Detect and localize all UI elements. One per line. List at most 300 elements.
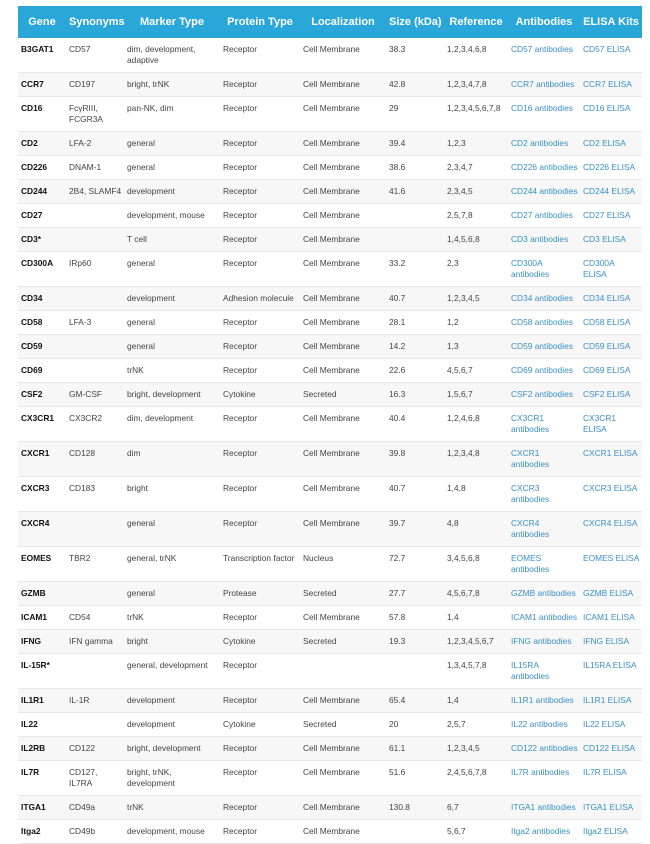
antibodies-link[interactable]: CD3 antibodies [508, 228, 580, 252]
marker-type-cell: general, development [124, 654, 220, 689]
synonyms-cell [66, 228, 124, 252]
table-row [18, 761, 642, 796]
protein-type-cell: Receptor [220, 689, 300, 713]
localization-cell: Cell Membrane [300, 132, 386, 156]
protein-type-cell: Receptor [220, 407, 300, 442]
elisa-link[interactable]: IL7R ELISA [580, 761, 642, 796]
col-header-marker-type: Marker Type [124, 6, 220, 38]
table-row [18, 407, 642, 442]
gene-cell: CD244 [18, 180, 66, 204]
gene-cell: CSF2 [18, 383, 66, 407]
antibodies-link[interactable]: CXCR3 antibodies [508, 477, 580, 512]
synonyms-cell [66, 335, 124, 359]
size-cell: 72.7 [386, 547, 444, 582]
antibodies-link[interactable]: IL15RA antibodies [508, 654, 580, 689]
antibodies-link[interactable]: IL22 antibodies [508, 713, 580, 737]
size-cell: 38.3 [386, 38, 444, 73]
table-row [18, 654, 642, 689]
localization-cell: Cell Membrane [300, 204, 386, 228]
size-cell: 16.3 [386, 383, 444, 407]
gene-cell: CD34 [18, 287, 66, 311]
localization-cell: Cell Membrane [300, 477, 386, 512]
elisa-link[interactable]: CSF2 ELISA [580, 383, 642, 407]
antibodies-link[interactable]: CD57 antibodies [508, 38, 580, 73]
antibodies-link[interactable]: CX3CR1 antibodies [508, 407, 580, 442]
marker-type-cell: general [124, 132, 220, 156]
marker-type-cell: general [124, 335, 220, 359]
table-row [18, 582, 642, 606]
protein-type-cell: Receptor [220, 335, 300, 359]
elisa-link[interactable]: CD2 ELISA [580, 132, 642, 156]
size-cell: 40.4 [386, 407, 444, 442]
protein-type-cell: Receptor [220, 311, 300, 335]
elisa-link[interactable]: CXCR3 ELISA [580, 477, 642, 512]
marker-type-cell: dim, development, adaptive [124, 38, 220, 73]
reference-cell: 1,3,4,5,7,8 [444, 654, 508, 689]
reference-cell: 2,3,4,5 [444, 180, 508, 204]
col-header-synonyms: Synonyms [66, 6, 124, 38]
synonyms-cell: CD197 [66, 73, 124, 97]
size-cell: 14.2 [386, 335, 444, 359]
reference-cell: 1,2,3,4,5,6,7 [444, 630, 508, 654]
antibodies-link[interactable]: Itga2 antibodies [508, 820, 580, 844]
synonyms-cell [66, 204, 124, 228]
protein-type-cell: Cytokine [220, 383, 300, 407]
size-cell: 39.4 [386, 132, 444, 156]
reference-cell: 1,2,3,4,5 [444, 737, 508, 761]
antibodies-link[interactable]: CD16 antibodies [508, 97, 580, 132]
synonyms-cell: IRp60 [66, 252, 124, 287]
table-row [18, 606, 642, 630]
marker-type-cell: development [124, 713, 220, 737]
localization-cell: Cell Membrane [300, 228, 386, 252]
table-row [18, 796, 642, 820]
elisa-link[interactable]: CXCR1 ELISA [580, 442, 642, 477]
protein-type-cell: Receptor [220, 156, 300, 180]
marker-type-cell: bright [124, 630, 220, 654]
size-cell: 33.2 [386, 252, 444, 287]
marker-type-cell: general [124, 582, 220, 606]
protein-type-cell: Receptor [220, 654, 300, 689]
gene-cell: CXCR3 [18, 477, 66, 512]
marker-type-cell: development [124, 689, 220, 713]
protein-type-cell: Receptor [220, 477, 300, 512]
antibodies-link[interactable]: IL1R1 antibodies [508, 689, 580, 713]
gene-cell: ITGA1 [18, 796, 66, 820]
elisa-link[interactable]: IL1R1 ELISA [580, 689, 642, 713]
localization-cell: Secreted [300, 383, 386, 407]
protein-type-cell: Receptor [220, 512, 300, 547]
localization-cell: Cell Membrane [300, 252, 386, 287]
reference-cell: 1,4 [444, 689, 508, 713]
reference-cell: 4,5,6,7 [444, 359, 508, 383]
col-header-elisa-kits: ELISA Kits [580, 6, 642, 38]
reference-cell: 1,2,3,4,5,6,7,8 [444, 97, 508, 132]
antibodies-link[interactable]: CD34 antibodies [508, 287, 580, 311]
synonyms-cell [66, 582, 124, 606]
reference-cell: 2,4,5,6,7,8 [444, 761, 508, 796]
localization-cell [300, 654, 386, 689]
protein-type-cell: Receptor [220, 228, 300, 252]
marker-type-cell: development [124, 180, 220, 204]
size-cell: 19.3 [386, 630, 444, 654]
table-row [18, 156, 642, 180]
antibodies-link[interactable]: CD122 antibodies [508, 737, 580, 761]
table-row [18, 132, 642, 156]
localization-cell: Cell Membrane [300, 737, 386, 761]
antibodies-link[interactable]: CD58 antibodies [508, 311, 580, 335]
size-cell: 42.8 [386, 73, 444, 97]
table-row [18, 359, 642, 383]
size-cell: 61.1 [386, 737, 444, 761]
synonyms-cell: FcγRIII, FCGR3A [66, 97, 124, 132]
table-row [18, 73, 642, 97]
reference-cell: 1,2,3,4,6,8 [444, 38, 508, 73]
reference-cell: 1,2,3,4,5 [444, 287, 508, 311]
size-cell: 130.8 [386, 796, 444, 820]
reference-cell: 2,5,7 [444, 713, 508, 737]
gene-cell: EOMES [18, 547, 66, 582]
marker-type-cell: general, trNK [124, 547, 220, 582]
synonyms-cell: IL-1R [66, 689, 124, 713]
protein-type-cell: Receptor [220, 204, 300, 228]
size-cell [386, 654, 444, 689]
antibodies-link[interactable]: CD226 antibodies [508, 156, 580, 180]
marker-type-cell: pan-NK, dim [124, 97, 220, 132]
reference-cell: 1,2,3 [444, 132, 508, 156]
table-row [18, 383, 642, 407]
antibodies-link[interactable]: CXCR1 antibodies [508, 442, 580, 477]
size-cell: 22.6 [386, 359, 444, 383]
gene-cell: Itga2 [18, 820, 66, 844]
protein-type-cell: Receptor [220, 180, 300, 204]
gene-cell: CD2 [18, 132, 66, 156]
antibodies-link[interactable]: CD300A antibodies [508, 252, 580, 287]
table-row [18, 547, 642, 582]
marker-type-cell: bright, development [124, 383, 220, 407]
size-cell: 40.7 [386, 287, 444, 311]
table-row [18, 252, 642, 287]
reference-cell: 6,7 [444, 796, 508, 820]
reference-cell: 2,3,4,7 [444, 156, 508, 180]
protein-type-cell: Protease [220, 582, 300, 606]
synonyms-cell: LFA-2 [66, 132, 124, 156]
size-cell: 29 [386, 97, 444, 132]
elisa-link[interactable]: CD244 ELISA [580, 180, 642, 204]
table-row [18, 97, 642, 132]
size-cell: 27.7 [386, 582, 444, 606]
protein-type-cell: Receptor [220, 73, 300, 97]
elisa-link[interactable]: CD34 ELISA [580, 287, 642, 311]
size-cell: 57.8 [386, 606, 444, 630]
localization-cell: Secreted [300, 713, 386, 737]
antibodies-link[interactable]: CD69 antibodies [508, 359, 580, 383]
marker-table-container [18, 6, 642, 844]
table-body [18, 38, 642, 844]
protein-type-cell: Cytokine [220, 630, 300, 654]
table-row [18, 335, 642, 359]
protein-type-cell: Receptor [220, 606, 300, 630]
reference-cell: 1,3 [444, 335, 508, 359]
marker-table [18, 6, 642, 844]
elisa-link[interactable]: CD69 ELISA [580, 359, 642, 383]
gene-cell: CX3CR1 [18, 407, 66, 442]
synonyms-cell: CD49b [66, 820, 124, 844]
localization-cell: Cell Membrane [300, 311, 386, 335]
gene-cell: IL1R1 [18, 689, 66, 713]
gene-cell: CD58 [18, 311, 66, 335]
elisa-link[interactable]: CD226 ELISA [580, 156, 642, 180]
reference-cell: 4,5,6,7,8 [444, 582, 508, 606]
gene-cell: CD59 [18, 335, 66, 359]
synonyms-cell: TBR2 [66, 547, 124, 582]
antibodies-link[interactable]: IL7R antibodies [508, 761, 580, 796]
protein-type-cell: Receptor [220, 761, 300, 796]
table-row [18, 204, 642, 228]
reference-cell: 1,2 [444, 311, 508, 335]
gene-cell: IL22 [18, 713, 66, 737]
size-cell [386, 228, 444, 252]
marker-type-cell: trNK [124, 606, 220, 630]
marker-type-cell: general [124, 156, 220, 180]
elisa-link[interactable]: CXCR4 ELISA [580, 512, 642, 547]
table-row [18, 737, 642, 761]
localization-cell: Cell Membrane [300, 689, 386, 713]
antibodies-link[interactable]: ITGA1 antibodies [508, 796, 580, 820]
antibodies-link[interactable]: GZMB antibodies [508, 582, 580, 606]
table-row [18, 689, 642, 713]
synonyms-cell: DNAM-1 [66, 156, 124, 180]
antibodies-link[interactable]: CXCR4 antibodies [508, 512, 580, 547]
col-header-antibodies: Antibodies [508, 6, 580, 38]
localization-cell: Nucleus [300, 547, 386, 582]
marker-type-cell: general [124, 311, 220, 335]
gene-cell: CD27 [18, 204, 66, 228]
antibodies-link[interactable]: CD244 antibodies [508, 180, 580, 204]
reference-cell: 1,4,8 [444, 477, 508, 512]
localization-cell: Cell Membrane [300, 796, 386, 820]
synonyms-cell: CD57 [66, 38, 124, 73]
elisa-link[interactable]: IL15RA ELISA [580, 654, 642, 689]
synonyms-cell: 2B4, SLAMF4 [66, 180, 124, 204]
gene-cell: GZMB [18, 582, 66, 606]
elisa-link[interactable]: EOMES ELISA [580, 547, 642, 582]
marker-type-cell: bright, trNK [124, 73, 220, 97]
marker-type-cell: general [124, 512, 220, 547]
col-header-protein-type: Protein Type [220, 6, 300, 38]
marker-type-cell: general [124, 252, 220, 287]
synonyms-cell: GM-CSF [66, 383, 124, 407]
table-row [18, 311, 642, 335]
localization-cell: Cell Membrane [300, 180, 386, 204]
protein-type-cell: Receptor [220, 820, 300, 844]
antibodies-link[interactable]: CD59 antibodies [508, 335, 580, 359]
reference-cell: 2,5,7,8 [444, 204, 508, 228]
localization-cell: Cell Membrane [300, 606, 386, 630]
elisa-link[interactable]: CD16 ELISA [580, 97, 642, 132]
marker-type-cell: dim, development [124, 407, 220, 442]
protein-type-cell: Receptor [220, 252, 300, 287]
gene-cell: B3GAT1 [18, 38, 66, 73]
gene-cell: CD226 [18, 156, 66, 180]
antibodies-link[interactable]: CD2 antibodies [508, 132, 580, 156]
synonyms-cell [66, 512, 124, 547]
elisa-link[interactable]: CD27 ELISA [580, 204, 642, 228]
protein-type-cell: Receptor [220, 97, 300, 132]
antibodies-link[interactable]: IFNG antibodies [508, 630, 580, 654]
table-row [18, 228, 642, 252]
synonyms-cell [66, 654, 124, 689]
marker-type-cell: bright [124, 477, 220, 512]
table-row [18, 38, 642, 73]
elisa-link[interactable]: CD122 ELISA [580, 737, 642, 761]
gene-cell: ICAM1 [18, 606, 66, 630]
protein-type-cell: Receptor [220, 38, 300, 73]
marker-type-cell: development, mouse [124, 820, 220, 844]
antibodies-link[interactable]: CD27 antibodies [508, 204, 580, 228]
synonyms-cell: CD122 [66, 737, 124, 761]
localization-cell: Cell Membrane [300, 97, 386, 132]
elisa-link[interactable]: IL22 ELISA [580, 713, 642, 737]
synonyms-cell: CD54 [66, 606, 124, 630]
antibodies-link[interactable]: CCR7 antibodies [508, 73, 580, 97]
table-row [18, 630, 642, 654]
gene-cell: CD300A [18, 252, 66, 287]
localization-cell: Cell Membrane [300, 156, 386, 180]
protein-type-cell: Transcription factor [220, 547, 300, 582]
table-row [18, 180, 642, 204]
marker-type-cell: T cell [124, 228, 220, 252]
elisa-link[interactable]: CD58 ELISA [580, 311, 642, 335]
synonyms-cell: CD127, IL7RA [66, 761, 124, 796]
gene-cell: IL7R [18, 761, 66, 796]
gene-cell: CD69 [18, 359, 66, 383]
reference-cell: 1,2,4,6,8 [444, 407, 508, 442]
protein-type-cell: Receptor [220, 442, 300, 477]
reference-cell: 1,5,6,7 [444, 383, 508, 407]
localization-cell: Secreted [300, 630, 386, 654]
size-cell: 41.6 [386, 180, 444, 204]
marker-type-cell: bright, trNK, development [124, 761, 220, 796]
size-cell: 51.6 [386, 761, 444, 796]
table-row [18, 287, 642, 311]
marker-type-cell: bright, development [124, 737, 220, 761]
localization-cell: Cell Membrane [300, 407, 386, 442]
elisa-link[interactable]: ICAM1 ELISA [580, 606, 642, 630]
size-cell: 40.7 [386, 477, 444, 512]
size-cell [386, 820, 444, 844]
reference-cell: 1,2,3,4,7,8 [444, 73, 508, 97]
protein-type-cell: Adhesion molecule [220, 287, 300, 311]
elisa-link[interactable]: Itga2 ELISA [580, 820, 642, 844]
gene-cell: CXCR1 [18, 442, 66, 477]
localization-cell: Cell Membrane [300, 287, 386, 311]
elisa-link[interactable]: ITGA1 ELISA [580, 796, 642, 820]
synonyms-cell [66, 359, 124, 383]
gene-cell: CD16 [18, 97, 66, 132]
synonyms-cell [66, 713, 124, 737]
marker-type-cell: trNK [124, 359, 220, 383]
elisa-link[interactable]: IFNG ELISA [580, 630, 642, 654]
elisa-link[interactable]: CCR7 ELISA [580, 73, 642, 97]
gene-cell: IL-15R* [18, 654, 66, 689]
table-row [18, 442, 642, 477]
size-cell: 39.8 [386, 442, 444, 477]
localization-cell: Cell Membrane [300, 38, 386, 73]
reference-cell: 1,4 [444, 606, 508, 630]
gene-cell: CCR7 [18, 73, 66, 97]
protein-type-cell: Receptor [220, 132, 300, 156]
table-row [18, 512, 642, 547]
antibodies-link[interactable]: CSF2 antibodies [508, 383, 580, 407]
gene-cell: IFNG [18, 630, 66, 654]
localization-cell: Cell Membrane [300, 761, 386, 796]
protein-type-cell: Receptor [220, 737, 300, 761]
size-cell: 39.7 [386, 512, 444, 547]
localization-cell: Secreted [300, 582, 386, 606]
elisa-link[interactable]: CD57 ELISA [580, 38, 642, 73]
synonyms-cell: LFA-3 [66, 311, 124, 335]
synonyms-cell: CX3CR2 [66, 407, 124, 442]
marker-type-cell: development, mouse [124, 204, 220, 228]
synonyms-cell [66, 287, 124, 311]
size-cell: 20 [386, 713, 444, 737]
antibodies-link[interactable]: EOMES antibodies [508, 547, 580, 582]
col-header-size: Size (kDa) [386, 6, 444, 38]
size-cell: 28.1 [386, 311, 444, 335]
reference-cell: 4,8 [444, 512, 508, 547]
table-header-row [18, 6, 642, 38]
table-row [18, 820, 642, 844]
col-header-localization: Localization [300, 6, 386, 38]
marker-type-cell: trNK [124, 796, 220, 820]
elisa-link[interactable]: GZMB ELISA [580, 582, 642, 606]
localization-cell: Cell Membrane [300, 820, 386, 844]
protein-type-cell: Cytokine [220, 713, 300, 737]
localization-cell: Cell Membrane [300, 335, 386, 359]
table-row [18, 713, 642, 737]
marker-type-cell: development [124, 287, 220, 311]
elisa-link[interactable]: CD59 ELISA [580, 335, 642, 359]
elisa-link[interactable]: CD300A ELISA [580, 252, 642, 287]
synonyms-cell: IFN gamma [66, 630, 124, 654]
marker-type-cell: dim [124, 442, 220, 477]
protein-type-cell: Receptor [220, 796, 300, 820]
synonyms-cell: CD49a [66, 796, 124, 820]
col-header-reference: Reference [444, 6, 508, 38]
reference-cell: 2,3 [444, 252, 508, 287]
reference-cell: 3,4,5,6,8 [444, 547, 508, 582]
antibodies-link[interactable]: ICAM1 antibodies [508, 606, 580, 630]
localization-cell: Cell Membrane [300, 73, 386, 97]
synonyms-cell: CD128 [66, 442, 124, 477]
size-cell: 65.4 [386, 689, 444, 713]
reference-cell: 1,2,3,4,8 [444, 442, 508, 477]
localization-cell: Cell Membrane [300, 359, 386, 383]
gene-cell: CD3* [18, 228, 66, 252]
table-row [18, 477, 642, 512]
gene-cell: CXCR4 [18, 512, 66, 547]
size-cell [386, 204, 444, 228]
synonyms-cell: CD183 [66, 477, 124, 512]
localization-cell: Cell Membrane [300, 442, 386, 477]
reference-cell: 1,4,5,6,8 [444, 228, 508, 252]
reference-cell: 5,6,7 [444, 820, 508, 844]
protein-type-cell: Receptor [220, 359, 300, 383]
elisa-link[interactable]: CX3CR1 ELISA [580, 407, 642, 442]
elisa-link[interactable]: CD3 ELISA [580, 228, 642, 252]
gene-cell: IL2RB [18, 737, 66, 761]
